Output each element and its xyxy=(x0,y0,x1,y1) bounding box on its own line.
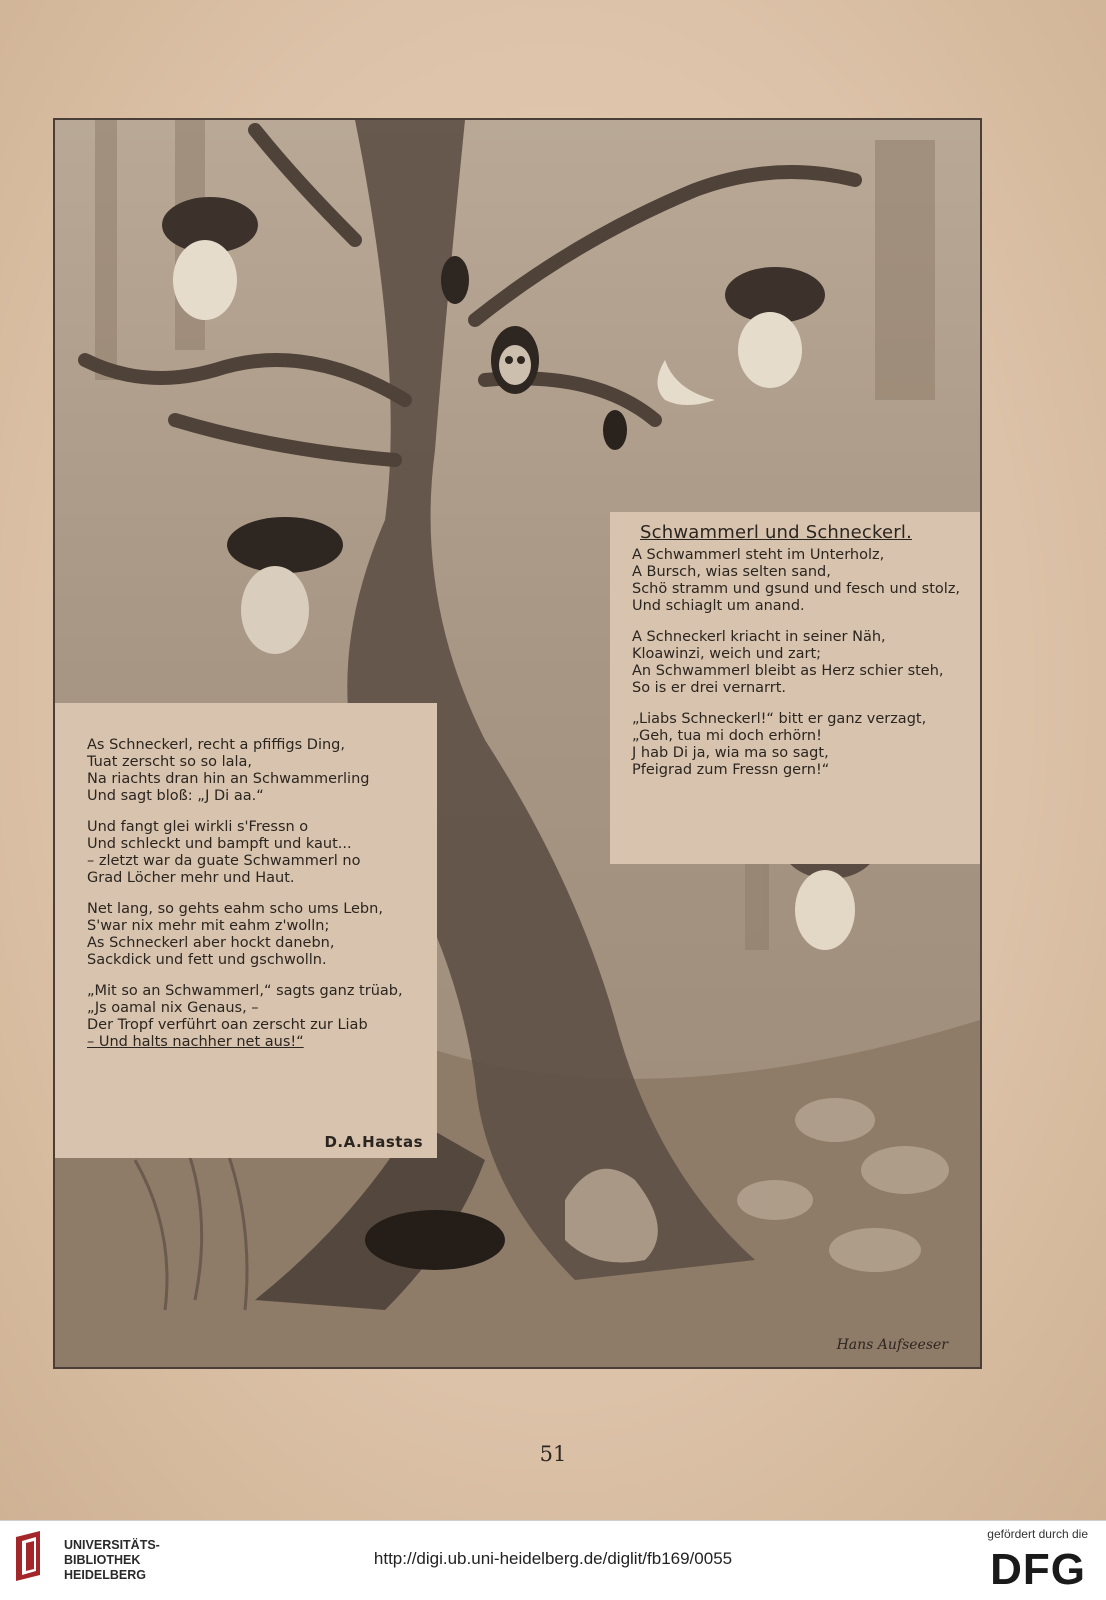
owl-figure xyxy=(499,345,531,385)
poem-box-right xyxy=(610,512,980,864)
forest-illustration xyxy=(53,118,982,1369)
verse-line: Net lang, so gehts eahm scho ums Lebn, xyxy=(87,901,383,917)
verse-line: Und fangt glei wirkli s'Fressn o xyxy=(87,819,309,835)
verse-line: – zletzt war da guate Schwammerl no xyxy=(87,853,361,869)
verse-line: Und schiaglt um anand. xyxy=(632,598,805,614)
verse-line: An Schwammerl bleibt as Herz schier steh, xyxy=(632,663,944,679)
page-number: 51 xyxy=(539,1442,567,1466)
dfg-logo[interactable]: DFG xyxy=(990,1545,1086,1594)
snail-figure-1 xyxy=(658,360,716,405)
verse-line: A Schwammerl steht im Unterholz, xyxy=(632,547,885,563)
verse-line: Sackdick und fett und gschwolln. xyxy=(87,952,327,968)
funded-by-label: gefördert durch die xyxy=(987,1527,1088,1541)
verse-line: As Schneckerl aber hockt danebn, xyxy=(87,935,335,951)
poem-box-left xyxy=(55,703,437,1158)
verse-line: „Mit so an Schwammerl,“ sagts ganz trüab, xyxy=(87,983,403,999)
stanza xyxy=(632,547,980,615)
viewer-footer xyxy=(0,1520,1106,1600)
verse-line: Und schleckt und bampft und kaut... xyxy=(87,836,352,852)
verse-line: Schö stramm und gsund und fesch und stolz, xyxy=(632,581,961,597)
verse-line: Und sagt bloß: „J Di aa.“ xyxy=(87,788,264,804)
stanza xyxy=(632,629,980,697)
verse-line: So is er drei vernarrt. xyxy=(632,680,787,696)
mushroom-figure-3 xyxy=(227,517,343,654)
artist-signature: Hans Aufseeser xyxy=(836,1337,948,1353)
verse-line: „Liabs Schneckerl!“ bitt er ganz verzagt, xyxy=(632,711,927,727)
verse-line: „Js oamal nix Genaus, – xyxy=(87,1000,259,1016)
page-url-link[interactable]: http://digi.ub.uni-heidelberg.de/diglit/fb169/0055 xyxy=(373,1549,733,1568)
stanza xyxy=(87,737,437,805)
stanza xyxy=(87,819,437,887)
verse-line: Pfeigrad zum Fressn gern!“ xyxy=(632,762,830,778)
verse-line: S'war nix mehr mit eahm z'wolln; xyxy=(87,918,330,934)
poem-author: D.A.Hastas xyxy=(324,1133,423,1151)
verse-line: Na riachts dran hin an Schwammerling xyxy=(87,771,370,787)
verse-line: Der Tropf verführt oan zerscht zur Liab xyxy=(87,1017,368,1033)
stanza xyxy=(87,983,437,1051)
verse-line: A Schneckerl kriacht in seiner Näh, xyxy=(632,629,886,645)
verse-line: „Geh, tua mi doch erhörn! xyxy=(632,728,822,744)
bird-figure xyxy=(603,410,627,450)
poem-title: Schwammerl und Schneckerl. xyxy=(640,522,913,543)
verse-line: A Bursch, wias selten sand, xyxy=(632,564,831,580)
verse-line: Grad Löcher mehr und Haut. xyxy=(87,870,295,886)
verse-line: – Und halts nachher net aus!“ xyxy=(87,1034,304,1050)
verse-line: Kloawinzi, weich und zart; xyxy=(632,646,822,662)
stanza xyxy=(87,901,437,969)
library-name[interactable]: UNIVERSITÄTS-BIBLIOTHEK HEIDELBERG xyxy=(64,1538,160,1582)
mushroom-figure-2 xyxy=(725,267,825,388)
verse-line: As Schneckerl, recht a pfiffigs Ding, xyxy=(87,737,345,753)
verse-line: Tuat zerscht so so lala, xyxy=(87,754,253,770)
stanza xyxy=(632,711,980,779)
verse-line: J hab Di ja, wia ma so sagt, xyxy=(632,745,829,761)
